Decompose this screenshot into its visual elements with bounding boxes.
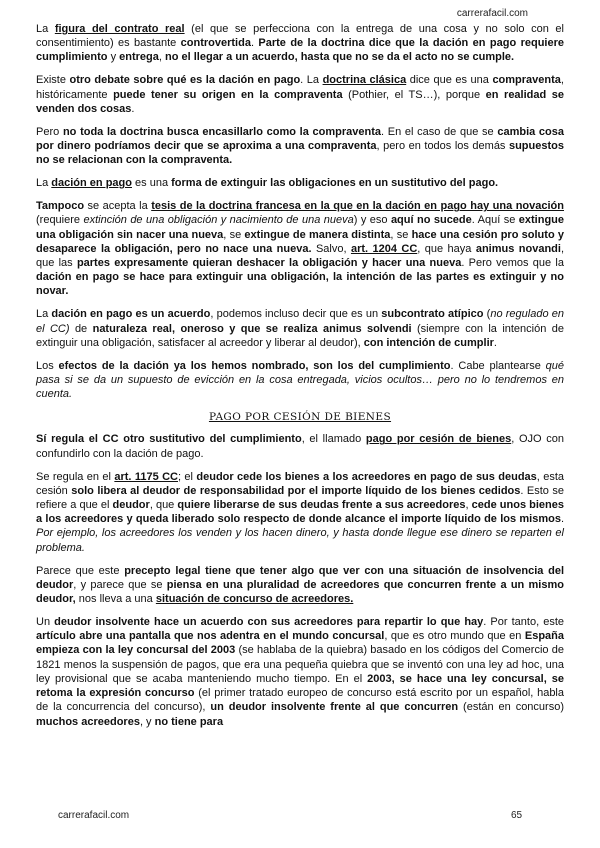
emphasis-text: forma de extinguir las obligaciones en un sustitutivo del pago. [171, 177, 499, 190]
emphasis-text: naturaleza real, oneroso y que se realiza animus solvendi [92, 322, 412, 335]
emphasis-text: subcontrato atípico [381, 308, 484, 321]
emphasis-text: animus novandi [475, 242, 561, 255]
text-run: , el llamado [301, 433, 366, 446]
emphasis-text: dación en pago [51, 177, 132, 190]
text-run: Los [36, 359, 59, 372]
paragraph [36, 22, 564, 65]
paragraph [36, 73, 564, 116]
text-run: ( [483, 308, 491, 321]
emphasis-text: con intención de cumplir [363, 336, 494, 349]
text-run: , [465, 499, 472, 512]
text-run: . La [300, 74, 323, 87]
text-run: , se [223, 228, 245, 241]
emphasis-text: extingue una obligación sin nacer una nueva [36, 214, 564, 241]
text-run: . [131, 102, 135, 115]
text-run: , pero en todos los demás [376, 140, 509, 153]
emphasis-text: Parte de la doctrina dice que la dación en pago requiere cumplimiento [36, 37, 564, 64]
text-run: Existe [36, 74, 70, 87]
page-number: 65 [511, 810, 523, 821]
text-run: Un [36, 616, 55, 629]
italic-text: extinción de una obligación y nacimiento de una nueva [83, 214, 354, 227]
emphasis-text: un deudor insolvente frente al que concurren [210, 701, 459, 714]
emphasis-text: entrega [119, 51, 159, 64]
text-run: , que [149, 499, 178, 512]
text-run: se acepta la [84, 200, 152, 213]
paragraphs-group-1 [36, 22, 564, 401]
emphasis-text: no tiene para [154, 715, 224, 728]
emphasis-text: figura del contrato real [54, 23, 185, 35]
text-run: de [69, 322, 93, 335]
text-run: (están en concurso) [458, 701, 564, 714]
emphasis-text: deudor insolvente hace un acuerdo con sus acreedores para repartir lo que hay [54, 616, 484, 629]
text-run: (el primer tratado europeo de concurso está escrito por un español, habla de la concurrencia del concurso), [36, 687, 564, 714]
text-run: nos lleva a una [75, 593, 156, 606]
emphasis-text: hace una cesión pro soluto y desaparece la obligación, pero no nace una nueva. [36, 228, 565, 255]
emphasis-text: supuestos no se relacionan con la compraventa. [36, 140, 564, 167]
text-run: , esta cesión [36, 470, 565, 497]
emphasis-text: muchos acreedores [36, 715, 140, 728]
emphasis-text: efectos de la dación ya los hemos nombrado, son los del cumplimiento [58, 359, 451, 372]
emphasis-text: deudor [112, 499, 150, 512]
text-run: . Cabe plantearse [450, 359, 546, 372]
paragraph [36, 432, 564, 460]
text-run: es una [131, 177, 172, 190]
emphasis-text: Tampoco [36, 200, 85, 213]
paragraph [36, 125, 564, 168]
emphasis-text: compraventa [492, 74, 561, 87]
text-run: , [158, 51, 166, 64]
emphasis-text: cambia cosa por dinero podríamos decir que se aproxima a una compraventa [36, 125, 564, 153]
emphasis-text: aquí no sucede [390, 214, 472, 227]
paragraphs-group-2 [36, 432, 564, 728]
paragraph [36, 176, 564, 190]
text-run: . [560, 513, 564, 526]
emphasis-text: doctrina clásica [322, 74, 407, 87]
text-run: ; el [178, 470, 197, 483]
emphasis-text: en realidad se venden dos cosas [36, 88, 565, 115]
text-run: ) y eso [353, 214, 391, 227]
text-run: (Pothier, el TS…), porque [342, 88, 486, 101]
emphasis-text: extingue de manera distinta [244, 228, 391, 241]
text-run: . [493, 336, 497, 349]
emphasis-text: deudor cede los bienes a los acreedores en pago de sus deudas [196, 470, 537, 483]
emphasis-text: otro debate sobre qué es la dación en pago [69, 74, 301, 87]
emphasis-text: tesis de la doctrina francesa en la que en la dación en pago hay una novación [151, 200, 564, 213]
text-run: La [36, 23, 55, 35]
emphasis-text: artículo abre una pantalla que nos adentra en el mundo concursal [36, 630, 385, 643]
text-run: . Aquí se [471, 214, 519, 227]
section-heading: PAGO POR CESIÓN DE BIENES [208, 411, 392, 424]
emphasis-text: solo libera al deudor de responsabilidad por el importe líquido de los bienes cedidos [71, 484, 521, 497]
emphasis-text: pago por cesión de bienes [365, 433, 512, 446]
emphasis-text: puede tener su origen en la compraventa [113, 88, 343, 101]
emphasis-text: no el llegar a un acuerdo, hasta que no se da el acto no se cumple. [165, 51, 515, 64]
italic-text: no regulado en el CC) [36, 308, 564, 335]
document-body [36, 22, 564, 738]
text-run: Se regula en el [36, 470, 115, 483]
paragraph [36, 470, 564, 555]
text-run: , que haya [417, 242, 476, 255]
paragraph [36, 564, 564, 607]
emphasis-text: cede unos bienes a los acreedores y queda liberado solo respecto de donde alcance el importe líquido de los mismos [36, 499, 565, 526]
text-run: La [36, 308, 52, 321]
paragraph [36, 199, 564, 298]
text-run: . [250, 37, 259, 50]
text-run: Parece que este [36, 564, 125, 577]
text-run: , que es otro mundo que en [384, 630, 525, 643]
emphasis-text: Sí regula el CC otro sustitutivo del cumplimiento [36, 433, 302, 446]
text-run: Pero [36, 125, 63, 138]
text-run: . Pero vemos que la [461, 257, 564, 270]
paragraph [36, 307, 564, 350]
text-run: (el que se perfecciona con la entrega de una cosa y no solo con el consentimiento) es bastante [36, 23, 564, 50]
text-run: Salvo, [311, 242, 351, 255]
text-run: , y [139, 715, 155, 728]
paragraph [36, 359, 564, 402]
emphasis-text: dación en pago se hace para extinguir una obligación, la intención de las partes es extinguir y no novar. [36, 271, 564, 298]
emphasis-text: piensa en una pluralidad de acreedores que concurren frente a un mismo deudor, [36, 578, 564, 606]
text-run: , históricamente [36, 74, 564, 101]
italic-text: Por ejemplo, los acreedores los venden y los hacen dinero, y hasta donde llegue ese dinero se reparten el problema. [36, 527, 564, 554]
paragraph [36, 615, 564, 729]
text-run: , que las [36, 242, 564, 270]
emphasis-text: partes expresamente quieran deshacer la obligación y hacer una nueva [76, 257, 462, 270]
text-run: (siempre con la intención de extinguir una obligación, satisfacer al acreedor y liberar al deudor), [36, 322, 564, 349]
emphasis-text: España empieza con la ley concursal del 2003 [36, 630, 564, 657]
header-site: carrerafacil.com [456, 8, 528, 19]
text-run: (requiere [36, 214, 84, 227]
text-run: , y parece que se [73, 578, 167, 591]
emphasis-text: 2003, se hace una ley concursal, se retoma la expresión concurso [36, 672, 565, 700]
text-run: (se hablaba de la quiebra) basado en los códigos del Comercio de 1821 menos la suspensión de pagos, que era una pequeña quiebra que se inventó con una ley ad hoc, una ley provisional que se acaba manteniendo mucho tiempo. En el [36, 644, 564, 685]
text-run: , se [390, 228, 412, 241]
emphasis-text: dación en pago es un acuerdo [51, 308, 211, 321]
text-run: La [36, 177, 52, 190]
text-run: . En el caso de que se [380, 125, 498, 138]
italic-text: qué pasa si se da un supuesto de evicción en la cosa entregada, vicios ocultos… pero no lo tendremos en cuenta. [36, 359, 565, 401]
text-run: dice que es una [406, 74, 493, 87]
emphasis-text: no toda la doctrina busca encasillarlo como la compraventa [62, 125, 381, 138]
text-run: . Por tanto, este [483, 616, 564, 629]
text-run: . Esto se refiere a que el [36, 484, 564, 512]
emphasis-text: art. 1175 CC [114, 470, 178, 483]
footer-site: carrerafacil.com [58, 810, 130, 821]
emphasis-text: controvertida [180, 37, 251, 50]
emphasis-text: art. 1204 CC [350, 242, 418, 255]
text-run: , podemos incluso decir que es un [210, 308, 382, 321]
emphasis-text: precepto legal tiene que tener algo que ver con una situación de insolvencia del deudor [36, 564, 565, 591]
text-run: y [107, 51, 120, 64]
text-run: , OJO con confundirlo con la dación de pago. [36, 433, 564, 460]
emphasis-text: quiere liberarse de sus deudas frente a sus acreedores [177, 499, 466, 512]
emphasis-text: situación de concurso de acreedores. [155, 593, 354, 606]
